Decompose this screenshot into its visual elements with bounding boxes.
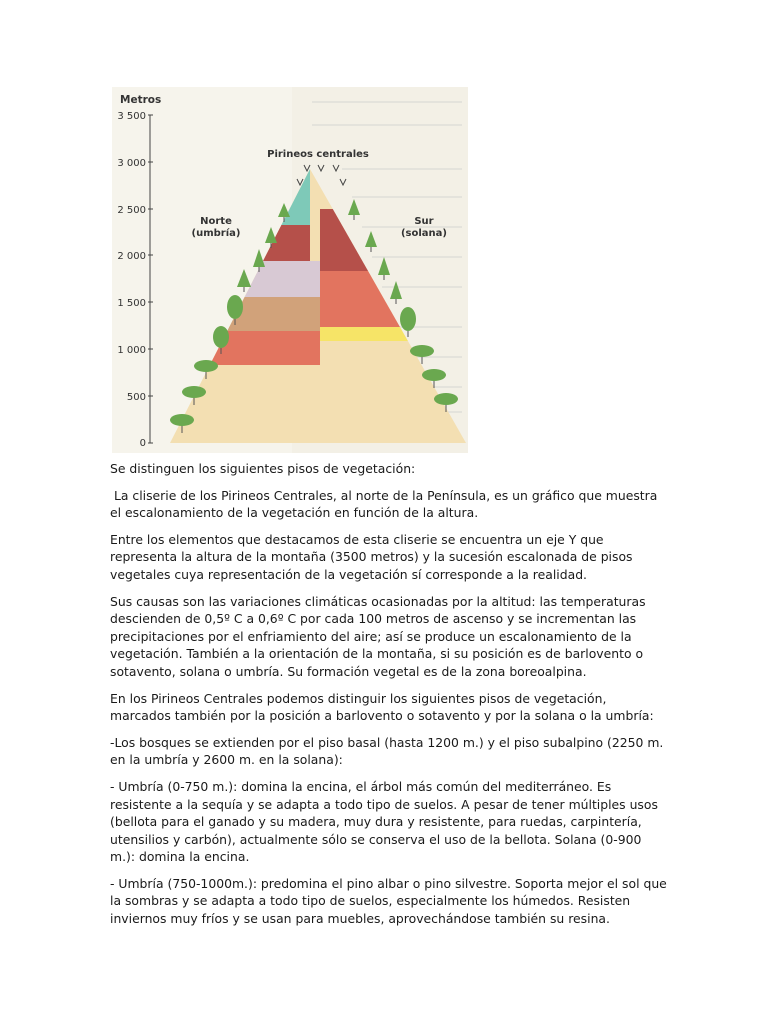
- figure-title: Pirineos centrales: [267, 149, 369, 160]
- south-sublabel: (solana): [400, 228, 448, 239]
- paragraph-intro: Se distinguen los siguientes pisos de vegetación:: [110, 461, 416, 476]
- north-label: Norte: [200, 216, 232, 227]
- tick-label-3000: 3 000: [117, 158, 146, 169]
- paragraph-cliserie: La cliserie de los Pirineos Centrales, al norte de la Península, es un gráfico que muestra el escalonamiento de la vegetación en función de la altura.: [110, 487, 662, 521]
- paragraph-pisos: En los Pirineos Centrales podemos distinguir los siguientes pisos de vegetación, marcados también por la posición a barlovento o sotavento y por la solana o la umbría:: [110, 690, 654, 724]
- document-body: [110, 460, 670, 937]
- cliserie-diagram: [112, 87, 468, 453]
- band-north-lilac: [112, 261, 320, 297]
- tick-label-1500: 1 500: [117, 298, 146, 309]
- south-label: Sur: [414, 216, 434, 227]
- north-sublabel: (umbría): [191, 228, 241, 239]
- tick-label-0: 0: [139, 438, 146, 449]
- y-axis-ticks: [117, 111, 153, 449]
- tick-label-2000: 2 000: [117, 251, 146, 262]
- paragraph-umbria-encina: - Umbría (0-750 m.): domina la encina, el árbol más común del mediterráneo. Es resistente a la sequía y se adapta a todo tipo de suelos. A pesar de tener múltiples usos (bellota para el ganado y su madera, muy dura y resistente, para ruedas, carpintería, utensilios y carbón), actualmente sólo se conserva el uso de la bellota. Solana (0-900 m.): domina la encina.: [110, 778, 662, 865]
- paragraph-umbria-pino: - Umbría (750-1000m.): predomina el pino albar o pino silvestre. Soporta mejor el sol que la sombras y se adapta a todo tipo de suelos, especialmente los húmedos. Resisten inviernos muy fríos y se usan para muebles, aprovechándose también su resina.: [110, 875, 671, 927]
- tick-label-2500: 2 500: [117, 205, 146, 216]
- paragraph-causes: Sus causas son las variaciones climáticas ocasionadas por la altitud: las temperaturas descienden de 0,5º C a 0,6º C por cada 100 metros de ascenso y se incrementan las precipitaciones por el enfriamiento del aire; así se produce un escalonamiento de la vegetación. También a la orientación de la montaña, si su posición es de barlovento o sotavento, solana o umbría. Su formación vegetal es de la zona boreoalpina.: [110, 593, 650, 679]
- conifer-tree-icon: [237, 269, 251, 292]
- tick-label-3500: 3 500: [117, 111, 146, 122]
- y-axis-title: Metros: [120, 94, 162, 106]
- paragraph-bosques: -Los bosques se extienden por el piso basal (hasta 1200 m.) y el piso subalpino (2250 m. en la umbría y 2600 m. en la solana):: [110, 734, 668, 768]
- paragraph-elements: Entre los elementos que destacamos de esta cliserie se encuentra un eje Y que representa la altura de la montaña (3500 metros) y la sucesión escalonada de pisos vegetales cuya representación de la vegetación sí corresponde a la realidad.: [110, 531, 637, 582]
- tick-label-1000: 1 000: [117, 345, 146, 356]
- tick-label-500: 500: [126, 392, 146, 403]
- vegetation-cliserie-figure: [112, 87, 468, 453]
